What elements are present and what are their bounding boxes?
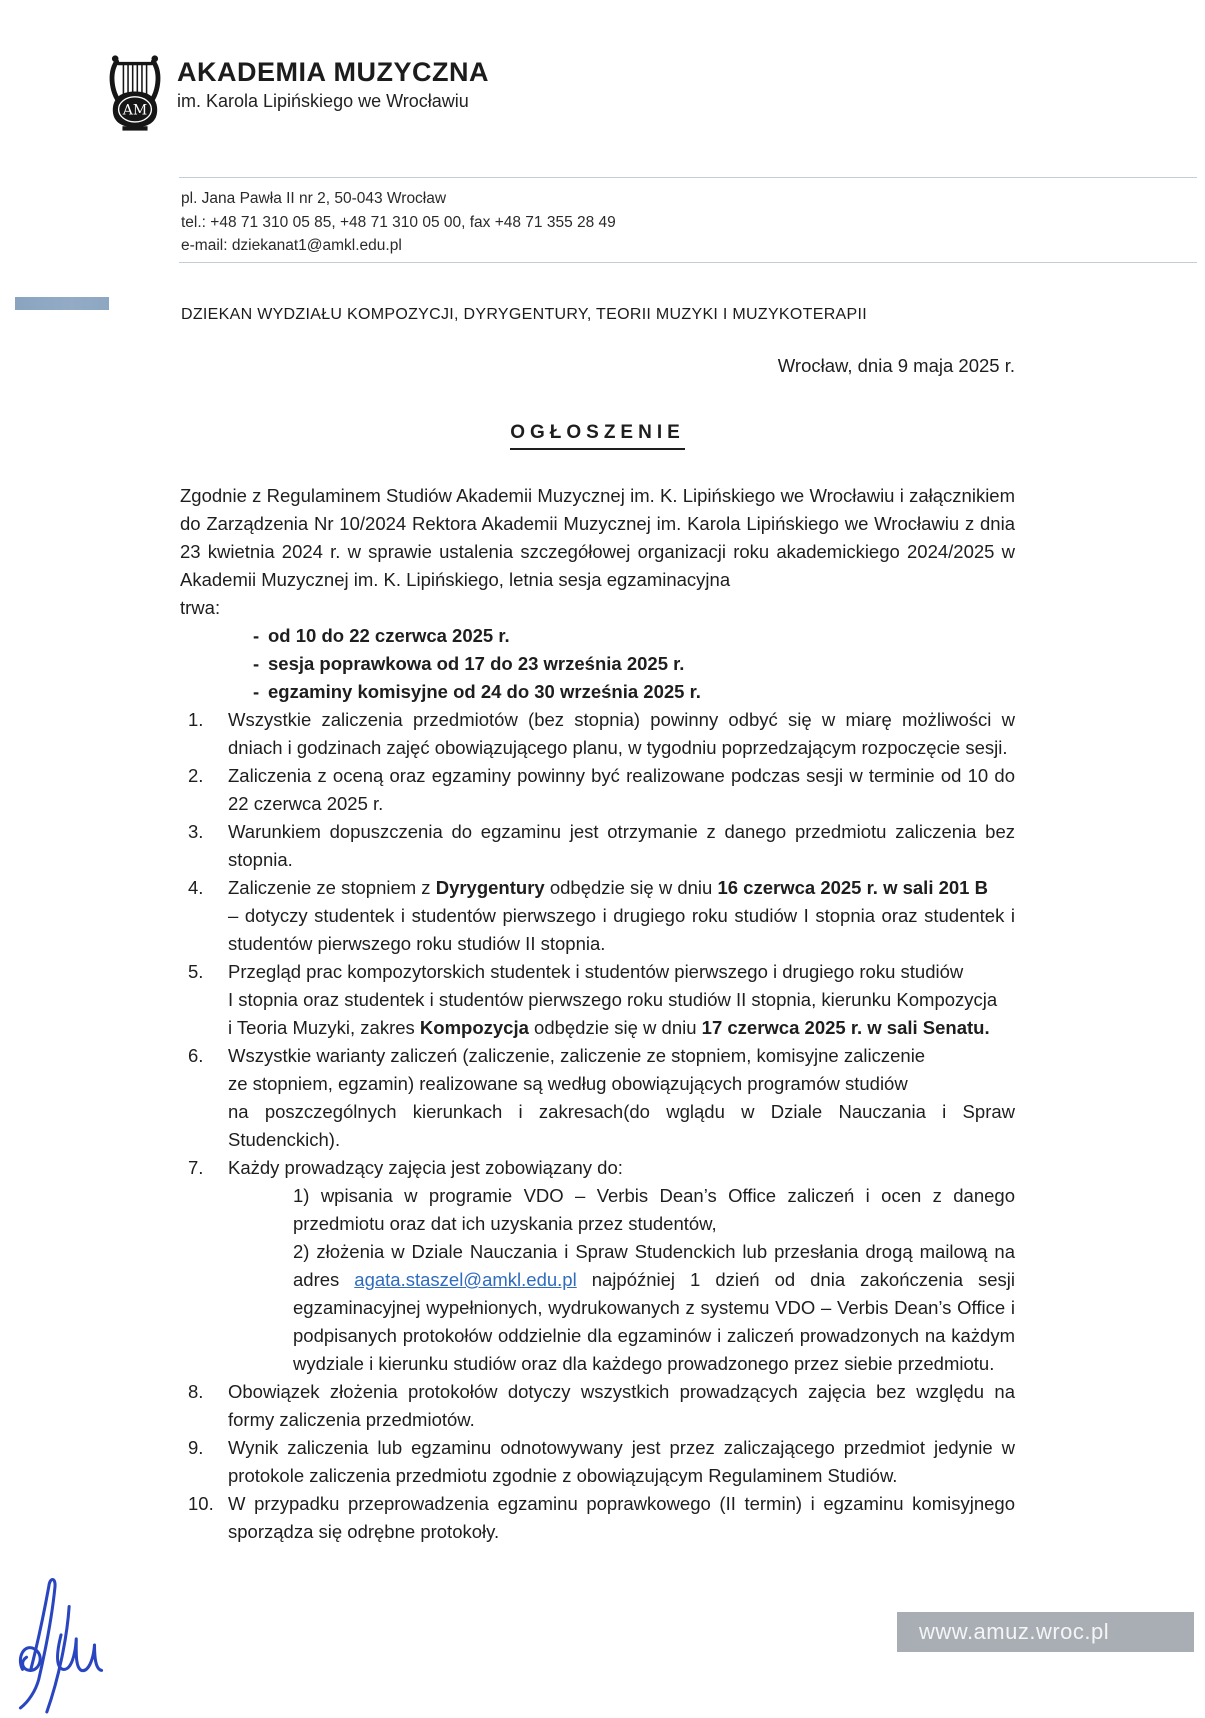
rule-text: I stopnia oraz studentek i studentów pierwszego roku studiów II stopnia, kierunku Kompozycja bbox=[228, 989, 998, 1010]
rule-number: 10. bbox=[188, 1493, 214, 1514]
rule-paragraph bbox=[228, 706, 1015, 762]
contact-block bbox=[181, 187, 616, 258]
rules-list bbox=[180, 706, 1015, 1546]
divider-line-top bbox=[179, 177, 1197, 178]
contact-address: pl. Jana Pawła II nr 2, 50-043 Wrocław bbox=[181, 190, 447, 207]
session-date-text: od 10 do 22 czerwca 2025 r. bbox=[268, 625, 510, 646]
rule-item-1 bbox=[180, 706, 1015, 762]
rule-text: Zaliczenie ze stopniem z bbox=[228, 877, 436, 898]
rule-text: Wszystkie warianty zaliczeń (zaliczenie, zaliczenie ze stopniem, komisyjne zaliczenie bbox=[228, 1045, 926, 1066]
rule-number: 2. bbox=[188, 765, 204, 786]
rule-text: odbędzie się w dniu bbox=[544, 877, 718, 898]
session-date-item bbox=[180, 622, 1015, 650]
rule-paragraph bbox=[228, 1378, 1015, 1434]
bold-text: Kompozycja bbox=[419, 1017, 529, 1038]
rule-number: 4. bbox=[188, 877, 204, 898]
bold-text: Dyrygentury bbox=[435, 877, 545, 898]
intro-tail: trwa: bbox=[180, 597, 221, 618]
rule-text: Każdy prowadzący zajęcia jest zobowiązany do: bbox=[228, 1157, 623, 1178]
rule-item-9 bbox=[180, 1434, 1015, 1490]
rule-text: na poszczególnych kierunkach i zakresach(do wglądu w Dziale Nauczania i Spraw Studenckich). bbox=[228, 1101, 1015, 1150]
rule-number: 3. bbox=[188, 821, 204, 842]
academy-subtitle: im. Karola Lipińskiego we Wrocławiu bbox=[177, 91, 469, 111]
rule-paragraph bbox=[228, 1434, 1015, 1490]
rule-text: i Teoria Muzyki, zakres bbox=[228, 1017, 420, 1038]
rule-text: 2) złożenia w Dziale Nauczania i Spraw Studenckich lub przesłania drogą mailową na adres bbox=[293, 1241, 1015, 1290]
page-title: OGŁOSZENIE bbox=[510, 419, 685, 450]
lyre-logo-icon bbox=[106, 50, 164, 133]
session-dates-list bbox=[180, 622, 1015, 706]
bold-text: 17 czerwca 2025 r. w sali Senatu. bbox=[701, 1017, 990, 1038]
rule-paragraph bbox=[228, 818, 1015, 874]
dash-marker: - bbox=[253, 625, 260, 646]
rule-text: odbędzie się w dniu bbox=[528, 1017, 702, 1038]
rule-text: Warunkiem dopuszczenia do egzaminu jest otrzymanie z danego przedmiotu zaliczenia bez stopnia. bbox=[228, 821, 1015, 870]
rule-item-6 bbox=[180, 1042, 1015, 1154]
rule-text: 1) wpisania w programie VDO – Verbis Dean’s Office zaliczeń i ocen z danego przedmiotu oraz dat ich uzyskania przez studentów, bbox=[293, 1185, 1015, 1234]
rule-item-2 bbox=[180, 762, 1015, 818]
divider-line-bottom bbox=[179, 262, 1197, 263]
handwritten-signature bbox=[8, 1572, 110, 1714]
document-body bbox=[180, 352, 1015, 1546]
rule-text: Wszystkie zaliczenia przedmiotów (bez stopnia) powinny odbyć się w miarę możliwości w dniach i godzinach zajęć obowiązującego planu, w tygodniu poprzedzającym rozpoczęcie sesji. bbox=[228, 709, 1015, 758]
session-date-item bbox=[180, 678, 1015, 706]
rule-text: najpóźniej 1 dzień od dnia zakończenia sesji egzaminacyjnej wypełnionych, wydrukowanych z systemu VDO – Verbis Dean’s Office i podpisanych protokołów oddzielnie dla egzaminów i zaliczeń prowadzonych na każdym wydziale i kierunku studiów oraz dla każdego prowadzonego przez siebie przedmiotu. bbox=[293, 1269, 1016, 1374]
session-date-text: egzaminy komisyjne od 24 do 30 września 2025 r. bbox=[268, 681, 701, 702]
rule-item-8 bbox=[180, 1378, 1015, 1434]
margin-accent-bar bbox=[15, 297, 109, 310]
rule-number: 5. bbox=[188, 961, 204, 982]
dateline: Wrocław, dnia 9 maja 2025 r. bbox=[777, 355, 1015, 376]
academy-name: AKADEMIA MUZYCZNA bbox=[177, 57, 489, 87]
rule-paragraph bbox=[293, 1182, 1015, 1238]
rule-text: Przegląd prac kompozytorskich studentek i studentów pierwszego i drugiego roku studiów bbox=[228, 961, 964, 982]
intro-paragraph: Zgodnie z Regulaminem Studiów Akademii Muzycznej im. K. Lipińskiego we Wrocławiu i załącznikiem do Zarządzenia Nr 10/2024 Rektora Akademii Muzycznej im. Karola Lipińskiego we Wrocławiu z dnia 23 kwietnia 2024 r. w sprawie ustalenia szczegółowej organizacji roku akademickiego 2024/2025 w Akademii Muzycznej im. K. Lipińskiego, letnia sesja egzaminacyjna bbox=[180, 485, 1015, 590]
rule-paragraph bbox=[228, 1154, 1015, 1182]
rule-text: ze stopniem, egzamin) realizowane są według obowiązujących programów studiów bbox=[228, 1073, 908, 1094]
session-date-item bbox=[180, 650, 1015, 678]
contact-email: e-mail: dziekanat1@amkl.edu.pl bbox=[181, 237, 402, 254]
rule-number: 6. bbox=[188, 1045, 204, 1066]
rule-item-3 bbox=[180, 818, 1015, 874]
email-link[interactable]: agata.staszel@amkl.edu.pl bbox=[354, 1269, 577, 1290]
rule-text: W przypadku przeprowadzenia egzaminu poprawkowego (II termin) i egzaminu komisyjnego sporządza się odrębne protokoły. bbox=[228, 1493, 1015, 1542]
rule-paragraph bbox=[228, 1042, 1015, 1154]
dash-marker: - bbox=[253, 681, 260, 702]
rule-number: 1. bbox=[188, 709, 204, 730]
rule-item-7 bbox=[180, 1154, 1015, 1378]
rule-paragraph bbox=[228, 958, 1015, 1042]
rule-paragraph bbox=[228, 762, 1015, 818]
rule-text: Zaliczenia z oceną oraz egzaminy powinny być realizowane podczas sesji w terminie od 10 do 22 czerwca 2025 r. bbox=[228, 765, 1015, 814]
rule-paragraph bbox=[228, 874, 1015, 958]
rule-number: 8. bbox=[188, 1381, 204, 1402]
rule-text: Wynik zaliczenia lub egzaminu odnotowywany jest przez zaliczającego przedmiot jedynie w protokole zaliczenia przedmiotu zgodnie z obowiązującym Regulaminem Studiów. bbox=[228, 1437, 1015, 1486]
rule-item-10 bbox=[180, 1490, 1015, 1546]
dash-marker: - bbox=[253, 653, 260, 674]
rule-text: – dotyczy studentek i studentów pierwszego i drugiego roku studiów I stopnia oraz studentek i studentów pierwszego roku studiów II stopnia. bbox=[228, 905, 1015, 954]
session-date-text: sesja poprawkowa od 17 do 23 września 2025 r. bbox=[268, 653, 685, 674]
contact-phones: tel.: +48 71 310 05 85, +48 71 310 05 00, fax +48 71 355 28 49 bbox=[181, 213, 616, 231]
letterhead bbox=[177, 56, 489, 113]
rule-item-4 bbox=[180, 874, 1015, 958]
rule-text: Obowiązek złożenia protokołów dotyczy wszystkich prowadzących zajęcia bez względu na formy zaliczenia przedmiotów. bbox=[228, 1381, 1015, 1430]
logo-monogram: AM bbox=[122, 102, 148, 119]
rule-number: 7. bbox=[188, 1157, 204, 1178]
rule-paragraph bbox=[293, 1238, 1015, 1378]
rule-item-5 bbox=[180, 958, 1015, 1042]
website-badge[interactable]: www.amuz.wroc.pl bbox=[897, 1612, 1194, 1652]
rule-paragraph bbox=[228, 1490, 1015, 1546]
rule-number: 9. bbox=[188, 1437, 204, 1458]
dean-title: DZIEKAN WYDZIAŁU KOMPOZYCJI, DYRYGENTURY, TEORII MUZYKI I MUZYKOTERAPII bbox=[181, 306, 867, 323]
bold-text: 16 czerwca 2025 r. w sali 201 B bbox=[717, 877, 988, 898]
